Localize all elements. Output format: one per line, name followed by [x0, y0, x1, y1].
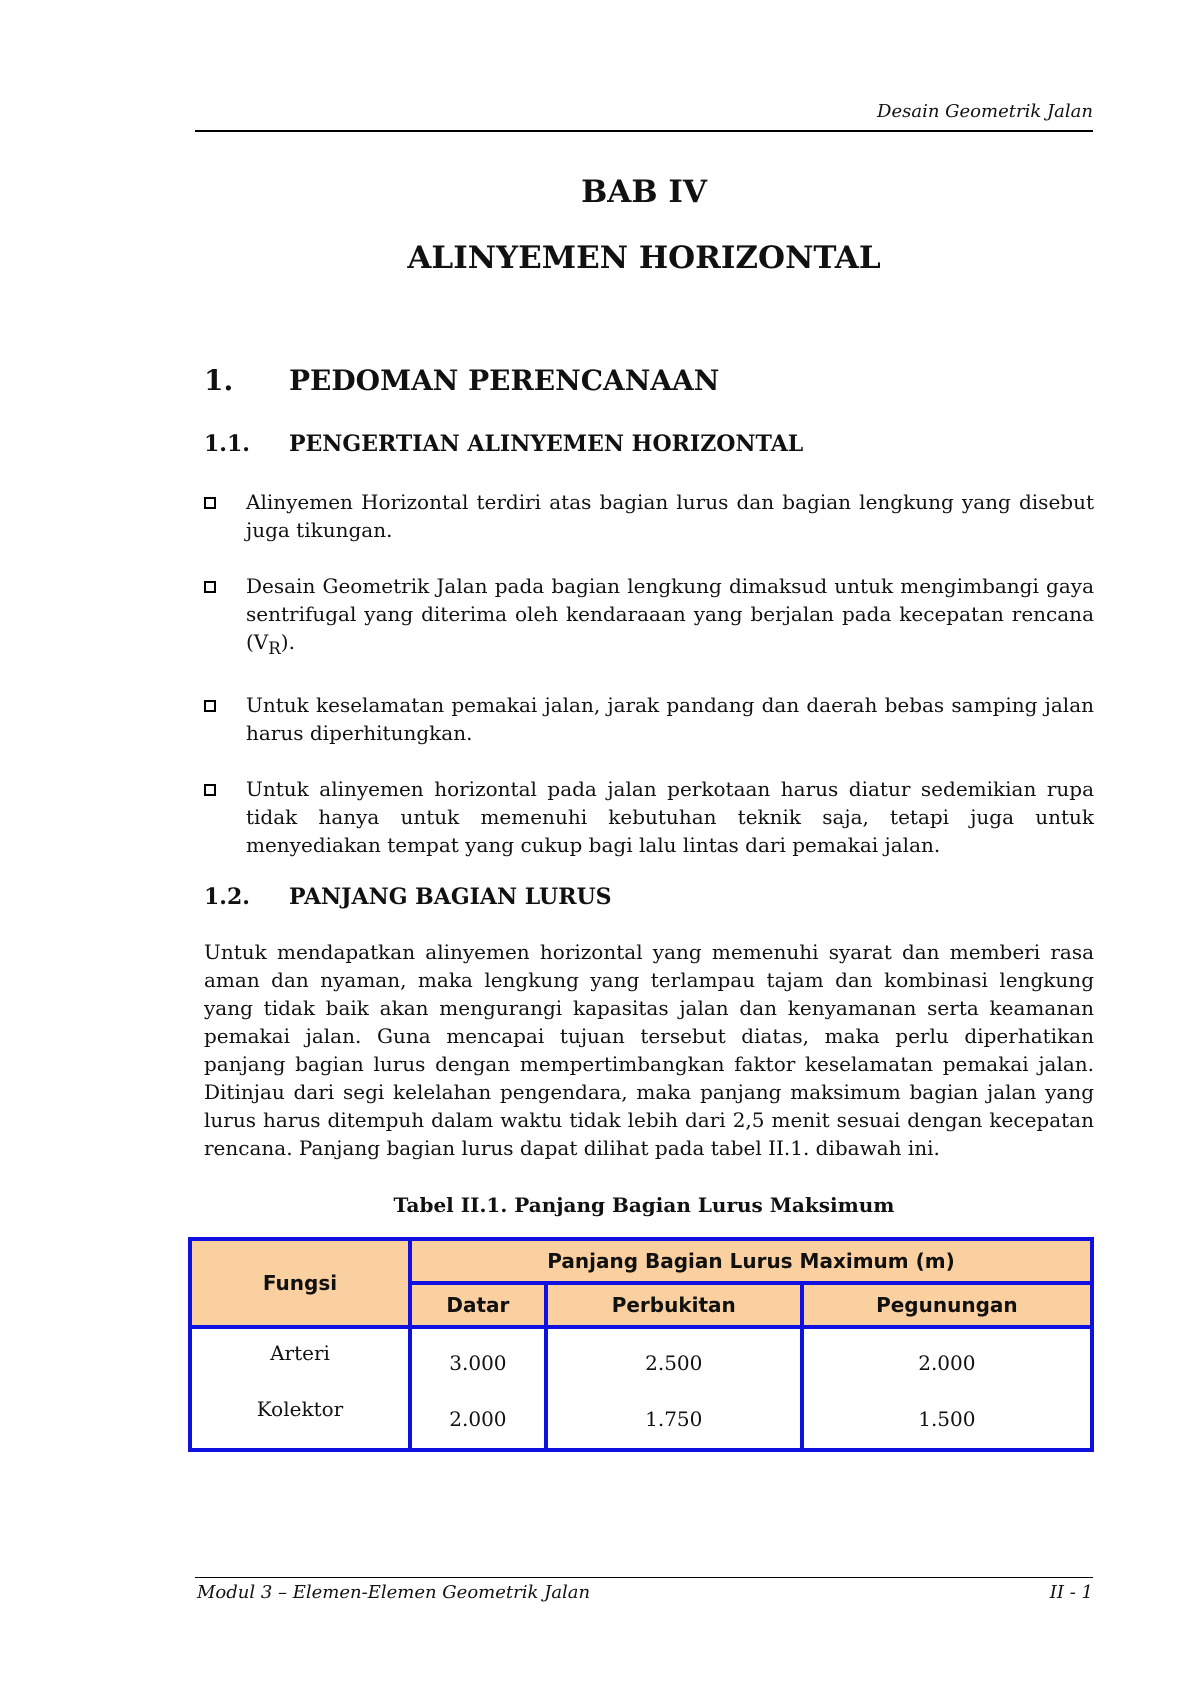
bullet-item: [204, 572, 1094, 663]
bullet-text-tail: ).: [280, 630, 295, 654]
bullet-text: Alinyemen Horizontal terdiri atas bagian lurus dan bagian lengkung yang disebut juga tikungan.: [246, 490, 1094, 542]
section-number: 1.: [204, 364, 234, 397]
header-datar: Datar: [410, 1283, 546, 1327]
fungsi-cell: [190, 1327, 410, 1450]
bullet-item: [204, 488, 1094, 544]
value-cell: 2.500: [645, 1351, 703, 1375]
fungsi-kolektor: Kolektor: [256, 1397, 344, 1421]
section-title: PEDOMAN PERENCANAAN: [289, 364, 720, 397]
value-cell: 1.750: [645, 1407, 703, 1431]
bullet-list: [204, 488, 1094, 887]
subsection-heading-1-1: [204, 431, 803, 457]
chapter-title: ALINYEMEN HORIZONTAL: [407, 240, 881, 276]
value-cell: 1.500: [918, 1407, 976, 1431]
fungsi-arteri: Arteri: [270, 1341, 330, 1365]
bullet-text: Desain Geometrik Jalan pada bagian lengkung dimaksud untuk mengimbangi gaya sentrifugal yang diterima oleh kendaraaan yang berjalan pada kecepatan rencana (V: [246, 574, 1094, 654]
bullet-item: [204, 691, 1094, 747]
pegunungan-cell: [802, 1327, 1092, 1450]
page-number: II - 1: [1049, 1582, 1093, 1603]
table-body-row: [190, 1327, 1092, 1450]
body-paragraph: Untuk mendapatkan alinyemen horizontal yang memenuhi syarat dan memberi rasa aman dan nyaman, maka lengkung yang terlampau tajam dan kombinasi lengkung yang tidak baik akan mengurangi kapasitas jalan dan kenyamanan serta keamanan pemakai jalan. Guna mencapai tujuan tersebut diatas, maka perlu diperhatikan panjang bagian lurus dengan mempertimbangkan faktor keselamatan pemakai jalan. Ditinjau dari segi kelelahan pengendara, maka panjang maksimum bagian jalan yang lurus harus ditempuh dalam waktu tidak lebih dari 2,5 menit sesuai dengan kecepatan rencana. Panjang bagian lurus dapat dilihat pada tabel II.1. dibawah ini.: [204, 940, 1094, 1160]
checkbox-bullet-icon: [204, 700, 216, 712]
chapter-number: BAB IV: [581, 174, 707, 210]
bullet-text: Untuk alinyemen horizontal pada jalan perkotaan harus diatur sedemikian rupa tidak hanya untuk memenuhi kebutuhan teknik saja, tetapi juga untuk menyediakan tempat yang cukup bagi lalu lintas dari pemakai jalan.: [246, 777, 1094, 857]
data-table: [188, 1237, 1094, 1452]
subsection-number: 1.2.: [204, 884, 250, 910]
table-header-row: [190, 1239, 1092, 1283]
value-cell: 3.000: [449, 1351, 507, 1375]
value-cell: 2.000: [449, 1407, 507, 1431]
subsection-number: 1.1.: [204, 431, 250, 457]
subscript-r: R: [268, 639, 281, 658]
perbukitan-cell: [546, 1327, 802, 1450]
header-perbukitan: Perbukitan: [546, 1283, 802, 1327]
checkbox-bullet-icon: [204, 581, 216, 593]
section-heading-1: [204, 364, 719, 397]
bullet-text: Untuk keselamatan pemakai jalan, jarak pandang dan daerah bebas samping jalan harus diperhitungkan.: [246, 693, 1094, 745]
subsection-title: PENGERTIAN ALINYEMEN HORIZONTAL: [289, 431, 804, 457]
value-cell: 2.000: [918, 1351, 976, 1375]
checkbox-bullet-icon: [204, 497, 216, 509]
header-group: Panjang Bagian Lurus Maximum (m): [410, 1239, 1092, 1283]
header-pegunungan: Pegunungan: [802, 1283, 1092, 1327]
header-fungsi: Fungsi: [190, 1239, 410, 1327]
footer-rule: [195, 1577, 1093, 1578]
table-caption: Tabel II.1. Panjang Bagian Lurus Maksimum: [393, 1193, 895, 1217]
footer-module-title: Modul 3 – Elemen-Elemen Geometrik Jalan: [197, 1582, 591, 1603]
header-rule: [195, 130, 1093, 132]
bullet-item: [204, 775, 1094, 859]
datar-cell: [410, 1327, 546, 1450]
subsection-title: PANJANG BAGIAN LURUS: [289, 884, 612, 910]
subsection-heading-1-2: [204, 884, 612, 910]
running-header: Desain Geometrik Jalan: [877, 101, 1093, 122]
checkbox-bullet-icon: [204, 784, 216, 796]
